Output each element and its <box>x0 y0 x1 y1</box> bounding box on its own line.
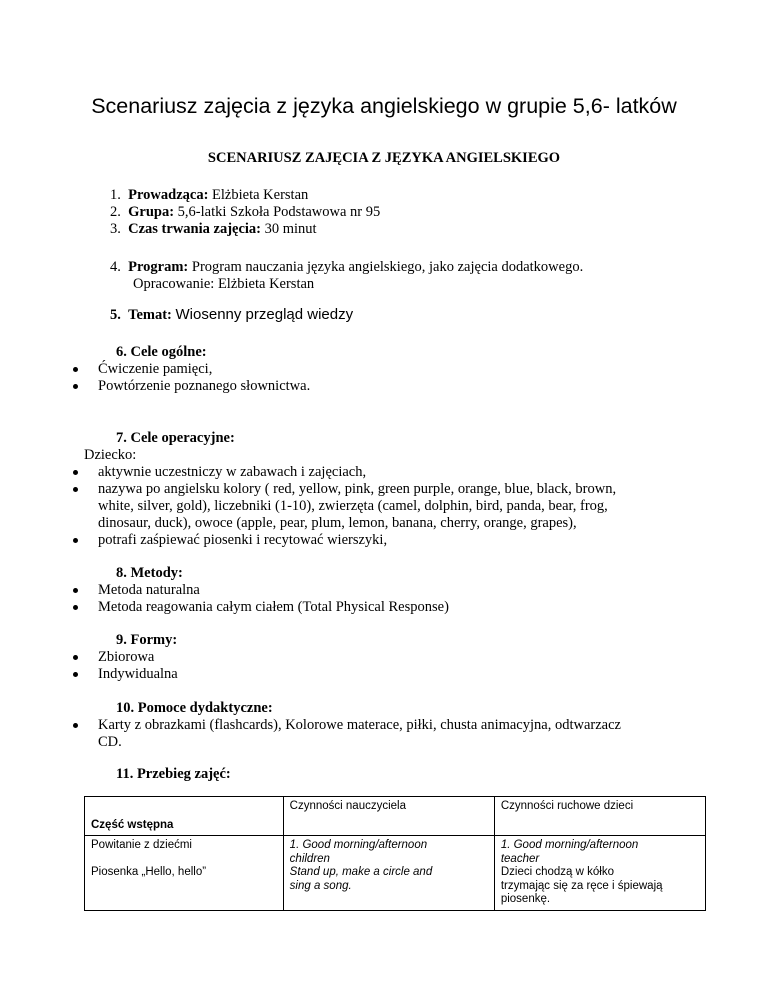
bullet-icon <box>73 487 78 492</box>
bullet-icon <box>73 672 78 677</box>
cell-line: Stand up, make a circle and <box>289 866 433 878</box>
lesson-table <box>84 796 706 911</box>
bullet-icon <box>73 384 78 389</box>
bullet-icon <box>73 538 78 543</box>
table-header-teacher: Czynności nauczyciela <box>283 797 494 836</box>
cell-line: 1. Good morning/afternoon <box>289 839 428 851</box>
bullet-icon <box>73 723 78 728</box>
section-formy: 9. Formy: <box>116 632 178 648</box>
item-prowadzaca: 1. Prowadząca: Elżbieta Kerstan <box>110 187 309 203</box>
list-item: Ćwiczenie pamięci, <box>98 361 213 377</box>
list-item: Powtórzenie poznanego słownictwa. <box>98 378 311 394</box>
bullet-icon <box>73 655 78 660</box>
list-item-line: white, silver, gold), liczebniki (1-10), zwierzęta (camel, dolphin, bird, panda, bear, frog, <box>98 498 608 514</box>
list-item-line: Karty z obrazkami (flashcards), Kolorowe materace, piłki, chusta animacyjna, odtwarzacz <box>98 717 621 733</box>
table-section-label: Część wstępna <box>91 818 174 831</box>
table-cell <box>283 836 494 911</box>
section-pomoce: 10. Pomoce dydaktyczne: <box>116 700 273 716</box>
table-row <box>85 797 706 836</box>
cell-line: 1. Good morning/afternoon <box>500 839 639 851</box>
section-cele-ogolne: 6. Cele ogólne: <box>116 344 207 360</box>
cell-line: piosenkę. <box>500 893 551 905</box>
page-title: Scenariusz zajęcia z języka angielskiego w grupie 5,6- latków <box>91 94 677 118</box>
cell-line: sing a song. <box>289 879 352 892</box>
list-item-line: dinosaur, duck), owoce (apple, pear, plum, lemon, banana, cherry, orange, grapes), <box>98 515 577 531</box>
item-czas: 3. Czas trwania zajęcia: 30 minut <box>110 221 317 237</box>
table-cell <box>85 797 284 836</box>
cell-line: teacher <box>500 852 540 865</box>
cell-line: children <box>289 852 330 865</box>
cell-line: Dzieci chodzą w kółko <box>500 866 614 878</box>
table-row <box>85 836 706 911</box>
table-cell <box>494 836 705 911</box>
list-item: Indywidualna <box>98 666 178 682</box>
bullet-icon <box>73 605 78 610</box>
section-cele-operacyjne: 7. Cele operacyjne: <box>116 430 235 446</box>
list-item: potrafi zaśpiewać piosenki i recytować wierszyki, <box>98 532 388 548</box>
bullet-icon <box>73 367 78 372</box>
list-item: Zbiorowa <box>98 649 155 665</box>
row-label: Piosenka „Hello, hello” <box>91 865 207 878</box>
list-item-line: nazywa po angielsku kolory ( red, yellow, pink, green purple, orange, blue, black, brown, <box>98 481 617 497</box>
cell-line: trzymając się za ręce i śpiewają <box>500 879 663 892</box>
list-item: Metoda reagowania całym ciałem (Total Physical Response) <box>98 599 449 615</box>
item-temat: 5. Temat: Wiosenny przegląd wiedzy <box>110 306 354 323</box>
list-item: Metoda naturalna <box>98 582 200 598</box>
item-program-author: Opracowanie: Elżbieta Kerstan <box>133 276 315 292</box>
item-program: 4. Program: Program nauczania języka angielskiego, jako zajęcia dodatkowego. <box>110 259 584 275</box>
bullet-icon <box>73 588 78 593</box>
section-metody: 8. Metody: <box>116 565 183 581</box>
intro-text: Dziecko: <box>84 447 137 463</box>
list-item-line: CD. <box>98 734 122 750</box>
table-cell <box>85 836 284 911</box>
list-item: aktywnie uczestniczy w zabawach i zajęciach, <box>98 464 367 480</box>
section-przebieg: 11. Przebieg zajęć: <box>116 766 231 782</box>
table-header-children: Czynności ruchowe dzieci <box>494 797 705 836</box>
item-grupa: 2. Grupa: 5,6-latki Szkoła Podstawowa nr 95 <box>110 204 381 220</box>
row-label: Powitanie z dziećmi <box>91 839 192 851</box>
document-heading: SCENARIUSZ ZAJĘCIA Z JĘZYKA ANGIELSKIEGO <box>207 150 561 166</box>
bullet-icon <box>73 470 78 475</box>
